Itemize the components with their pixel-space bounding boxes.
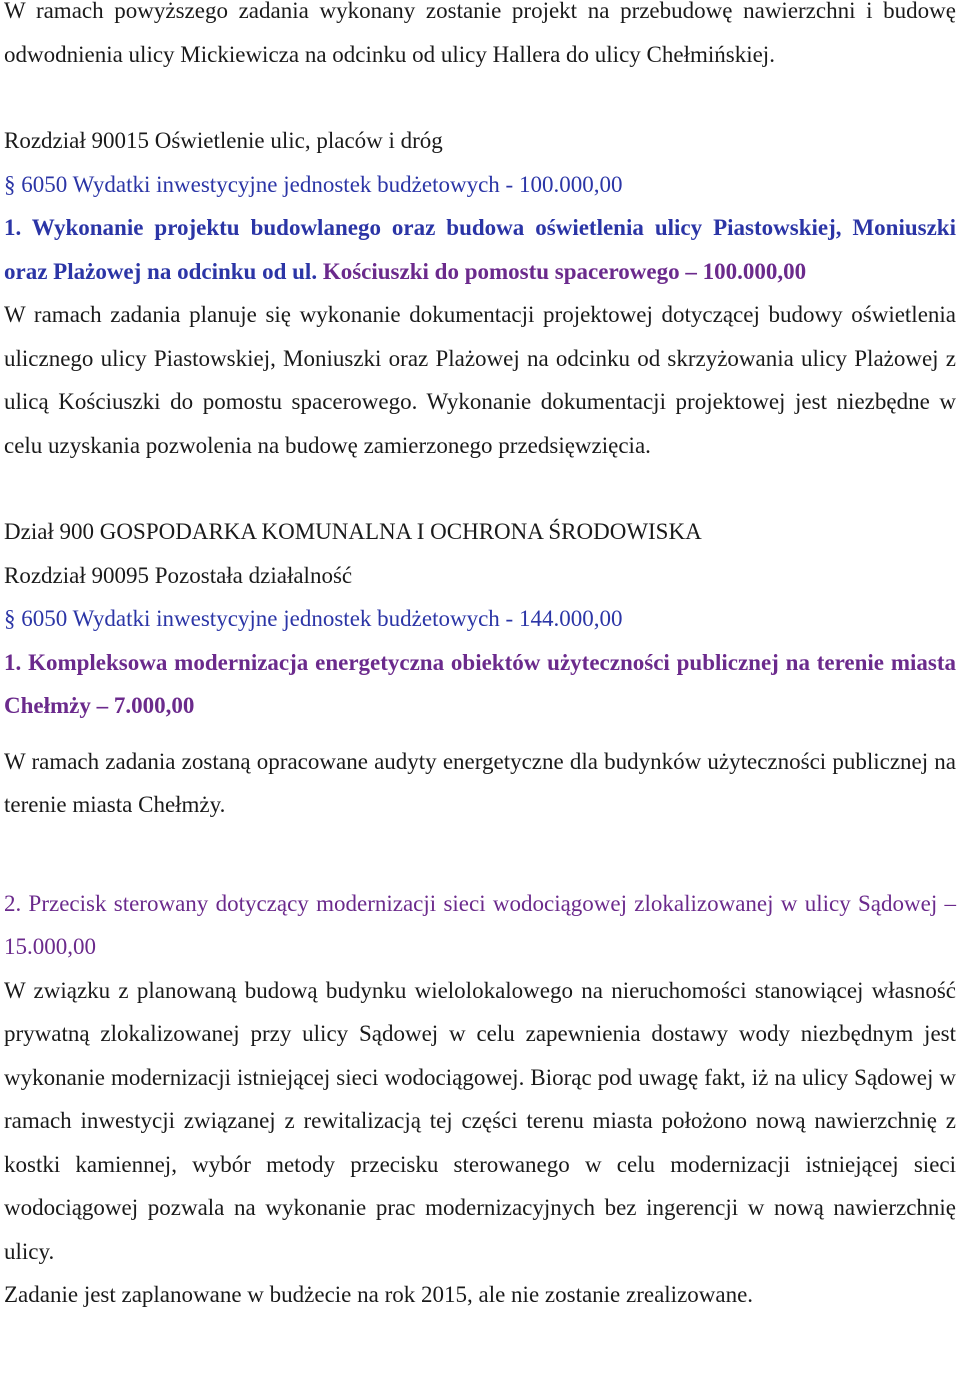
intro-paragraph: W ramach powyższego zadania wykonany zostanie projekt na przebudowę nawierzchni i budowę odwodnienia ulicy Mickiewicza na odcinku od ulicy Hallera do ulicy Chełmińskiej. (4, 0, 956, 67)
task-desc-energy: W ramach zadania zostaną opracowane audyty energetyczne dla budynków użyteczności publicznej na terenie miasta Chełmży. (4, 748, 956, 817)
task-desc-water: W związku z planowaną budową budynku wielolokalowego na nieruchomości stanowiącej własność prywatną zlokalizowanej przy ulicy Sądowej w celu zapewnienia dostawy wody niezbędnym jest wykonanie modernizacji istniejącej sieci wodociągowej. Biorąc pod uwagę fakt, iż na ulicy Sądowej w ramach inwestycji związanej z rewitalizacją tej części terenu miasta położono nową nawierzchnię z kostki kamiennej, wybór metody przecisku sterowanego w celu modernizacji istniejącej sieci wodociągowej pozwala na wykonanie prac modernizacyjnych bez ingerencji w nową nawierzchnię ulicy. (4, 977, 956, 1264)
budget-line-text: 6050 Wydatki inwestycyjne jednostek budżetowych - 144.000,00 (21, 606, 623, 631)
task-title-energy: 1. Kompleksowa modernizacja energetyczna obiektów użyteczności publicznej na terenie miasta Chełmży – 7.000,00 (4, 649, 956, 718)
task-title-water: 2. Przecisk sterowany dotyczący modernizacji sieci wodociągowej zlokalizowanej w ulicy Sądowej – 15.000,00 (4, 890, 956, 959)
budget-line-90015 (4, 163, 956, 207)
budget-line-text: 6050 Wydatki inwestycyjne jednostek budżetowych - 100.000,00 (21, 171, 623, 197)
task-note-water: Zadanie jest zaplanowane w budżecie na rok 2015, ale nie zostanie zrealizowane. (4, 1282, 754, 1307)
paragraph-sign-icon: § (4, 606, 16, 631)
task-desc-lighting: W ramach zadania planuje się wykonanie dokumentacji projektowej dotyczącej budowy oświetlenia ulicznego ulicy Piastowskiej, Moniuszki oraz Plażowej na odcinku od skrzyżowania ulicy Plażowej z ulicą Kościuszki do pomostu spacerowego. Wykonanie dokumentacji projektowej jest niezbędne w celu uzyskania pozwolenia na budowę zamierzonego przedsięwzięcia. (4, 302, 956, 458)
spacer (4, 467, 956, 510)
dzial-heading: Dział 900 GOSPODARKA KOMUNALNA I OCHRONA ŚRODOWISKA (4, 519, 702, 544)
spacer (4, 827, 956, 882)
task-title-lighting-amount: Kościuszki do pomostu spacerowego – 100.000,00 (322, 258, 807, 284)
section-heading-90015: Rozdział 90015 Oświetlenie ulic, placów i dróg (4, 128, 443, 153)
spacer (4, 76, 956, 119)
rozdzial-heading-90095: Rozdział 90095 Pozostała działalność (4, 562, 353, 588)
spacer (4, 728, 956, 740)
task-title-lighting (4, 206, 956, 293)
paragraph-sign-icon: § (4, 171, 16, 197)
task-title-lighting-main: 1. Wykonanie projektu budowlanego oraz budowa oświetlenia ulicy Piastowskiej, Moniuszki oraz Plażowej na odcinku od ul. (4, 215, 956, 284)
budget-line-90095 (4, 597, 956, 641)
